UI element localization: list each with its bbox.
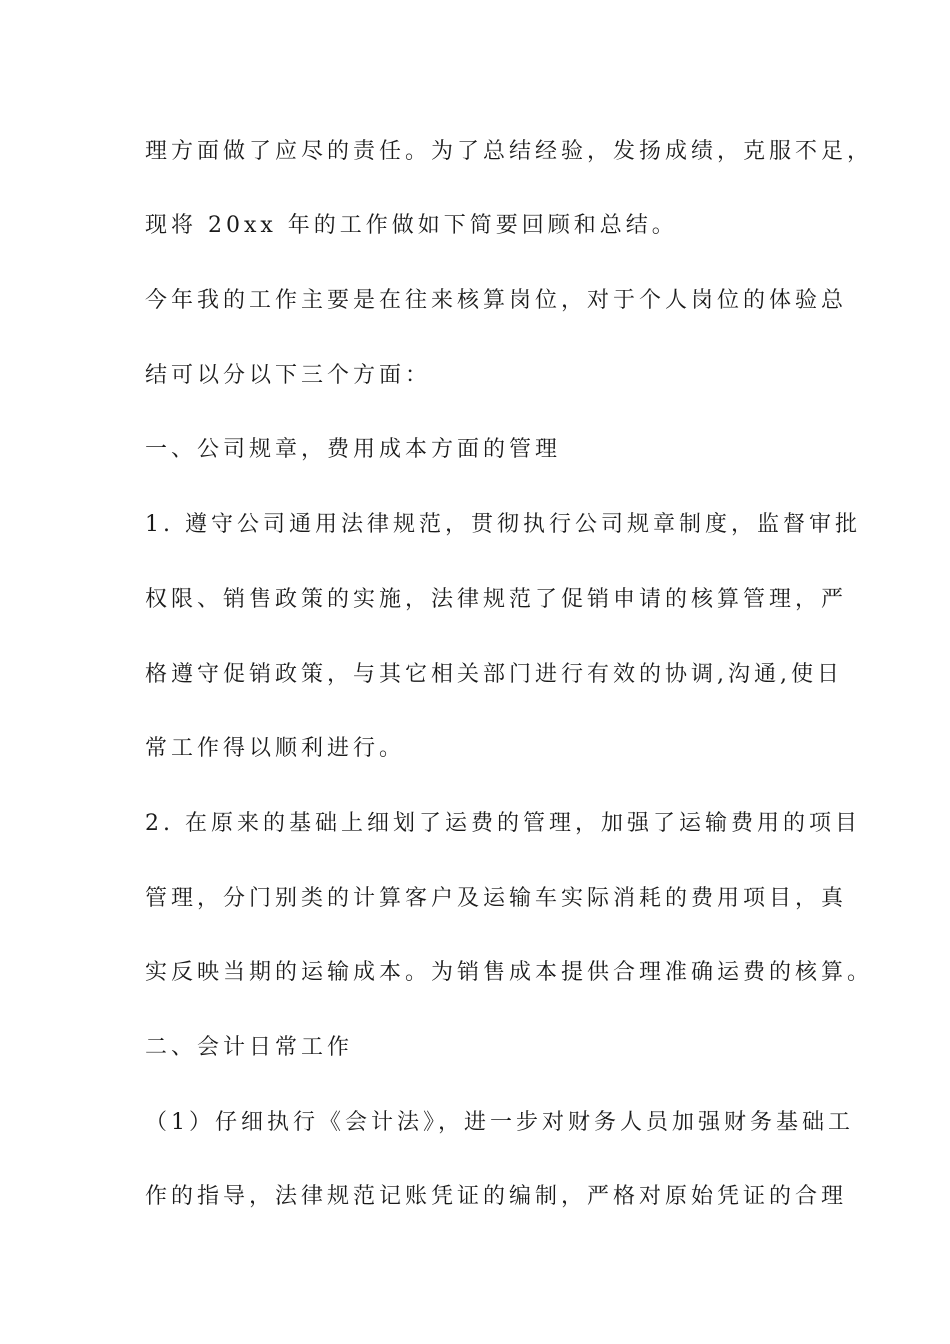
text-line: （1）仔细执行《会计法》，进一步对财务人员加强财务基础工 (145, 1110, 854, 1135)
text-line: 权限、销售政策的实施，法律规范了促销申请的核算管理，严 (145, 587, 848, 612)
section-heading: 二、会计日常工作 (145, 1035, 354, 1060)
text-line: 2. 在原来的基础上细划了运费的管理，加强了运输费用的项目 (145, 811, 861, 836)
text-line: 实反映当期的运输成本。为销售成本提供合理准确运费的核算。 (145, 960, 874, 985)
text-line: 管理，分门别类的计算客户及运输车实际消耗的费用项目，真 (145, 886, 848, 911)
section-heading: 一、公司规章，费用成本方面的管理 (145, 437, 562, 462)
text-line: 作的指导，法律规范记账凭证的编制，严格对原始凭证的合理 (145, 1184, 848, 1209)
text-line: 今年我的工作主要是在往来核算岗位，对于个人岗位的体验总 (145, 288, 848, 313)
text-line: 理方面做了应尽的责任。为了总结经验，发扬成绩，克服不足， (145, 139, 874, 164)
text-line: 1. 遵守公司通用法律规范，贯彻执行公司规章制度，监督审批 (145, 512, 861, 537)
text-line: 结可以分以下三个方面： (145, 363, 432, 388)
text-line: 格遵守促销政策，与其它相关部门进行有效的协调,沟通,使日 (145, 662, 843, 687)
text-line: 现将 20xx 年的工作做如下简要回顾和总结。 (145, 213, 678, 238)
text-line: 常工作得以顺利进行。 (145, 736, 406, 761)
